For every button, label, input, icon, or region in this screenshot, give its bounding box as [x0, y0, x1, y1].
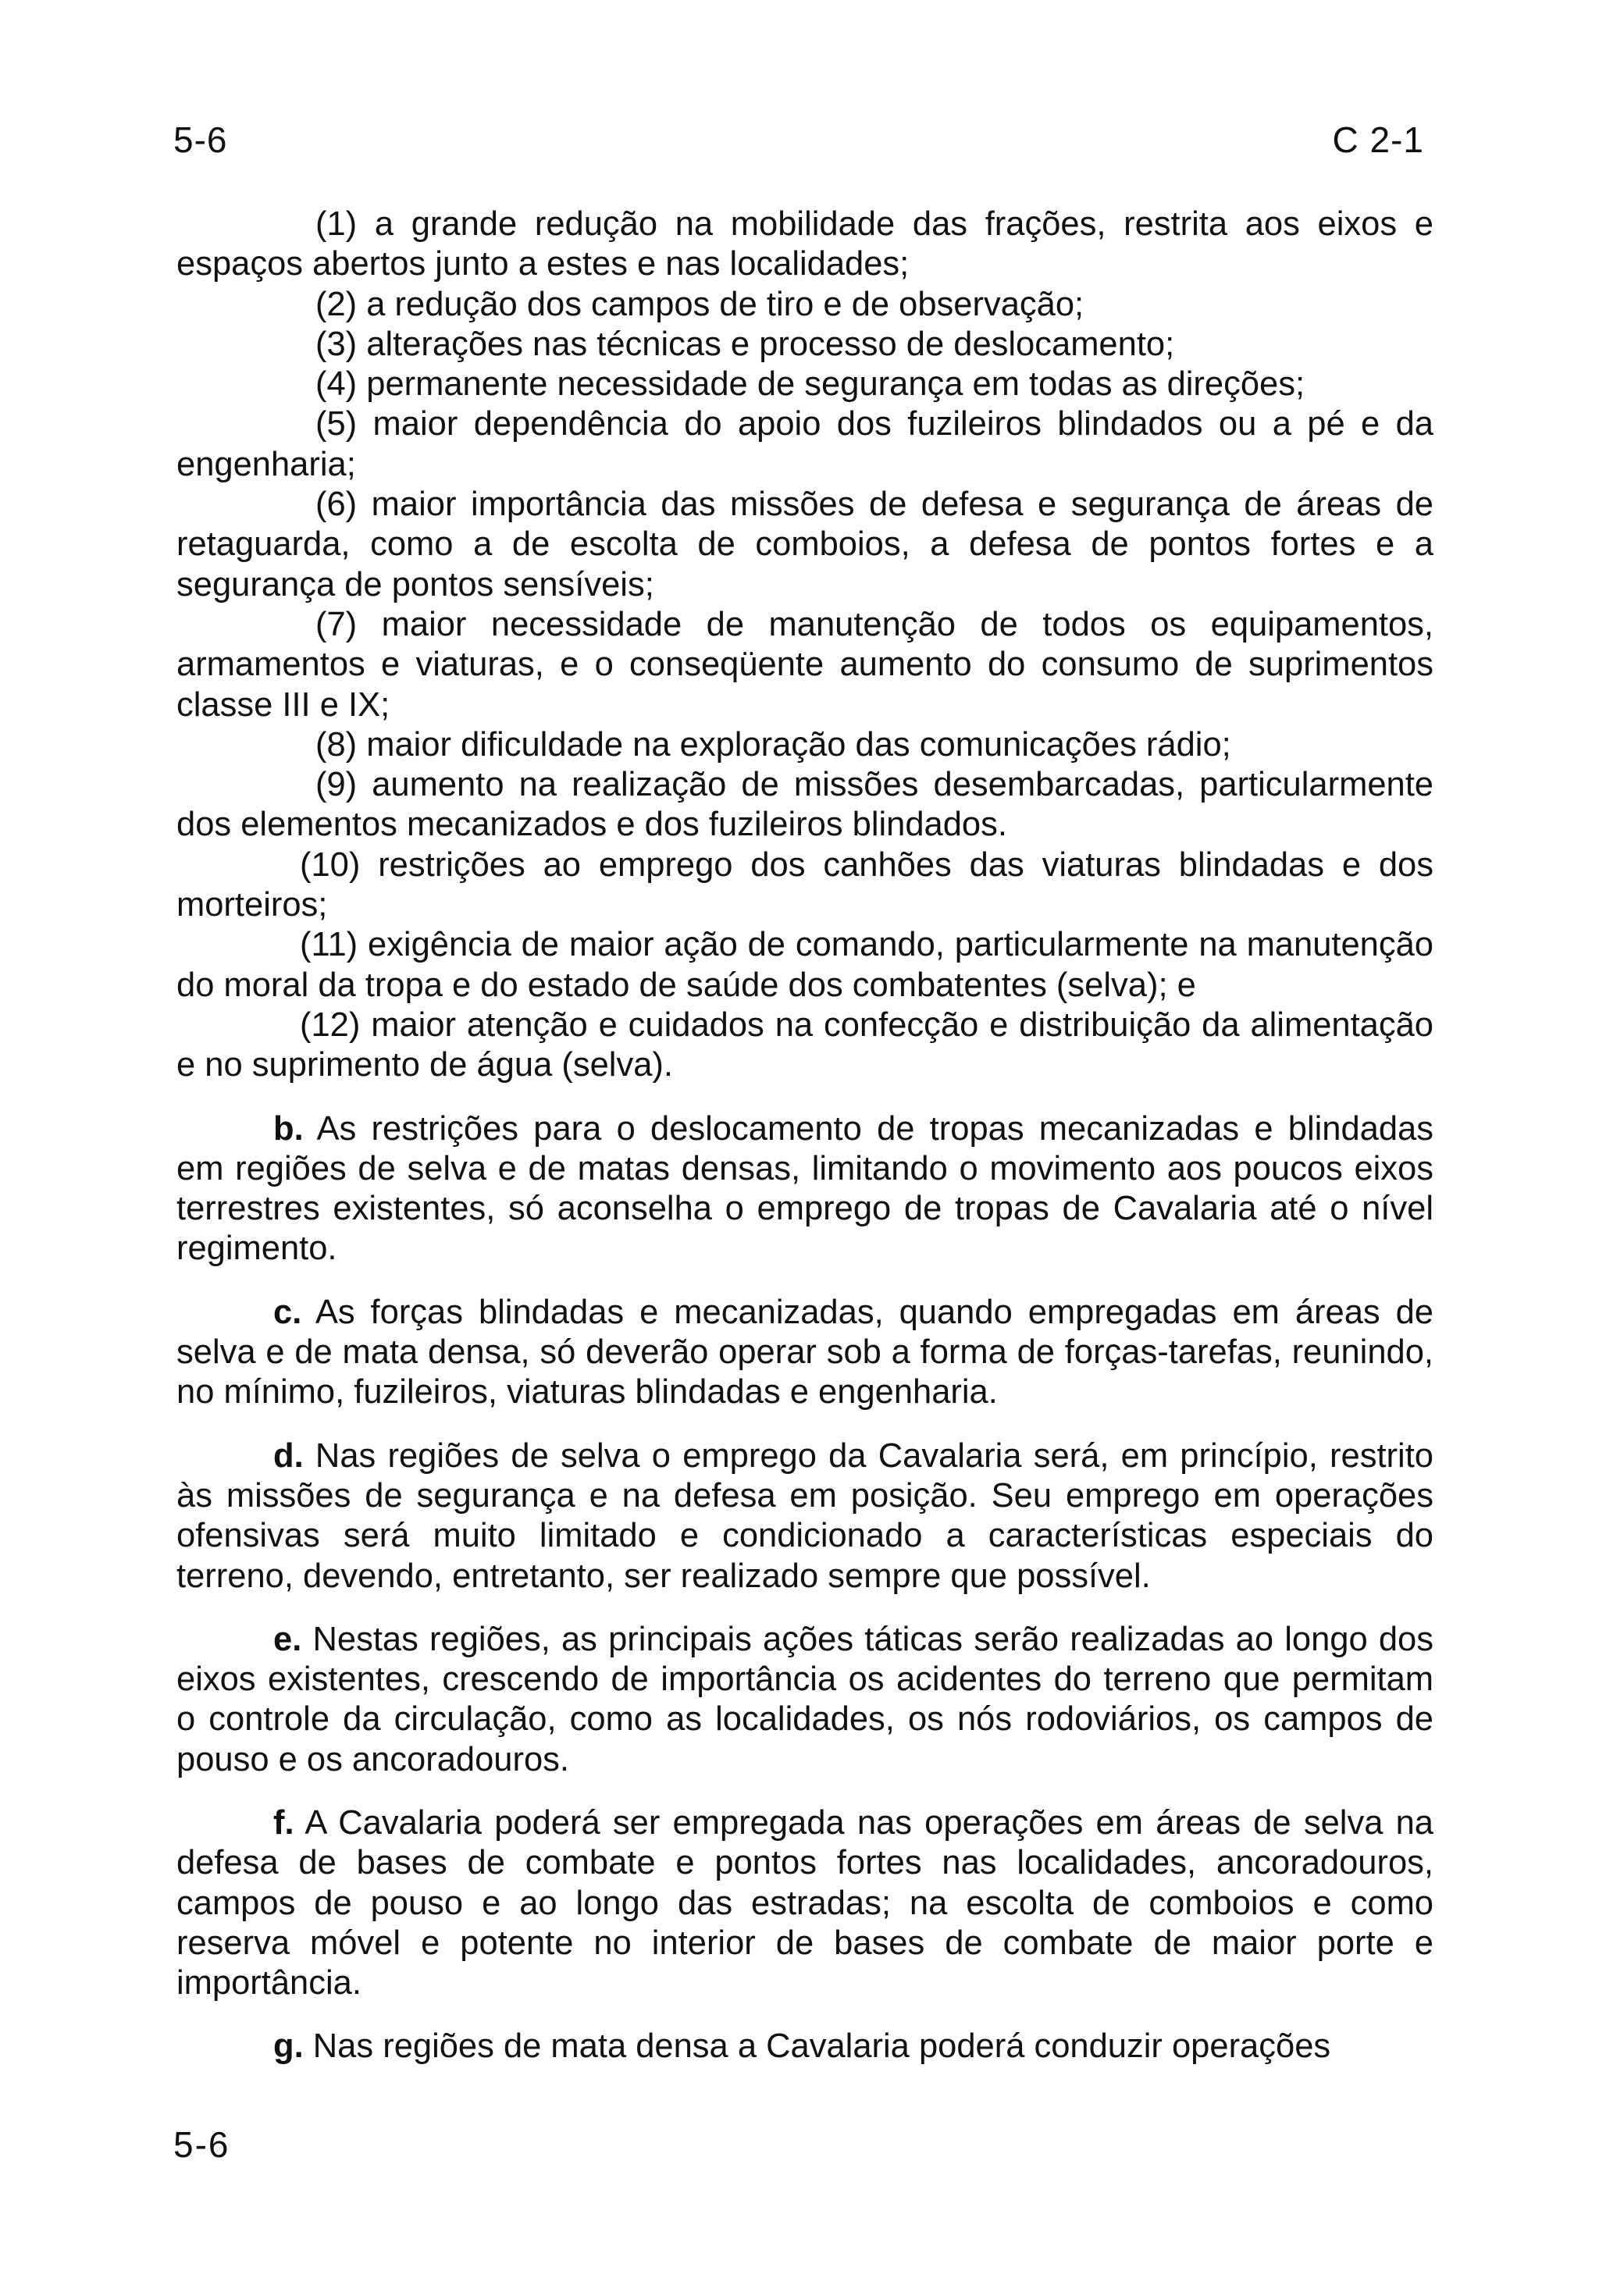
paragraph-d	[176, 1436, 1433, 1597]
header-page-number: 5-6	[173, 119, 228, 160]
paragraph-text: As restrições para o deslocamento de tropas mecanizadas e blindadas em regiões de selva e de matas densas, limitando o movimento aos poucos eixos terrestres existentes, só aconselha o emprego de tropas de Cavalaria até o nível regimento.	[176, 1109, 1434, 1268]
paragraph-e	[176, 1620, 1433, 1780]
paragraph-f	[176, 1803, 1433, 2003]
paragraph-b	[176, 1109, 1433, 1269]
document-body	[176, 205, 1433, 2067]
paragraph-text: Nas regiões de mata densa a Cavalaria poderá conduzir operações	[312, 2027, 1331, 2066]
paragraph-text: Nas regiões de selva o emprego da Cavalaria será, em princípio, restrito às missões de segurança e na defesa em posição. Seu emprego em operações ofensivas será muito limitado e condicionado a características especiais do terreno, devendo, entretanto, ser realizado sempre que possível.	[176, 1436, 1433, 1595]
paragraph-text: Nestas regiões, as principais ações táticas serão realizadas ao longo dos eixos existentes, crescendo de importância os acidentes do terreno que permitam o controle da circulação, como as localidades, os nós rodoviários, os campos de pouso e os ancoradouros.	[176, 1620, 1433, 1778]
list-item: (8) maior dificuldade na exploração das comunicações rádio;	[315, 725, 1231, 764]
header-manual-code: C 2-1	[1332, 119, 1424, 160]
list-item: (6) maior importância das missões de defesa e segurança de áreas de retaguarda, como a de escolta de comboios, a defesa de pontos fortes e a segurança de pontos sensíveis;	[176, 486, 1433, 603]
paragraph-letter: d.	[273, 1436, 304, 1475]
list-item: (1) a grande redução na mobilidade das frações, restrita aos eixos e espaços abertos junto a estes e nas localidades;	[176, 205, 1433, 283]
list-item: (10) restrições ao emprego dos canhões das viaturas blindadas e dos morteiros;	[176, 845, 1433, 924]
list-item: (11) exigência de maior ação de comando, particularmente na manutenção do moral da tropa e do estado de saúde dos combatentes (selva); e	[176, 926, 1433, 1004]
paragraph-text: A Cavalaria poderá ser empregada nas operações em áreas de selva na defesa de bases de combate e pontos fortes nas localidades, ancoradouros, campos de pouso e ao longo das estradas; na escolta de comboios e como reserva móvel e potente no interior de bases de combate de maior porte e importância.	[176, 1803, 1434, 2002]
paragraph-letter: c.	[273, 1293, 302, 1331]
list-item: (3) alterações nas técnicas e processo de deslocamento;	[315, 325, 1175, 363]
list-item: (7) maior necessidade de manutenção de todos os equipamentos, armamentos e viaturas, e o conseqüente aumento do consumo de suprimentos classe III e IX;	[176, 605, 1433, 724]
list-item: (9) aumento na realização de missões desembarcadas, particularmente dos elementos mecanizados e dos fuzileiros blindados.	[176, 766, 1433, 844]
paragraph-letter: e.	[273, 1620, 302, 1658]
list-item: (12) maior atenção e cuidados na confecção e distribuição da alimentação e no suprimento de água (selva).	[176, 1006, 1433, 1084]
footer-page-number: 5-6	[173, 2124, 230, 2165]
paragraph-letter: g.	[273, 2027, 304, 2066]
list-item: (5) maior dependência do apoio dos fuzileiros blindados ou a pé e da engenharia;	[176, 405, 1433, 483]
list-item: (2) a redução dos campos de tiro e de observação;	[315, 285, 1084, 323]
paragraph-letter: f.	[273, 1803, 294, 1842]
paragraph-text: As forças blindadas e mecanizadas, quando empregadas em áreas de selva e de mata densa, só deverão operar sob a forma de forças-tarefas, reunindo, no mínimo, fuzileiros, viaturas blindadas e engenharia.	[176, 1293, 1433, 1411]
paragraph-c	[176, 1293, 1433, 1413]
list-item: (4) permanente necessidade de segurança em todas as direções;	[315, 365, 1305, 404]
paragraph-g	[176, 2027, 1433, 2066]
paragraph-letter: b.	[273, 1109, 304, 1148]
